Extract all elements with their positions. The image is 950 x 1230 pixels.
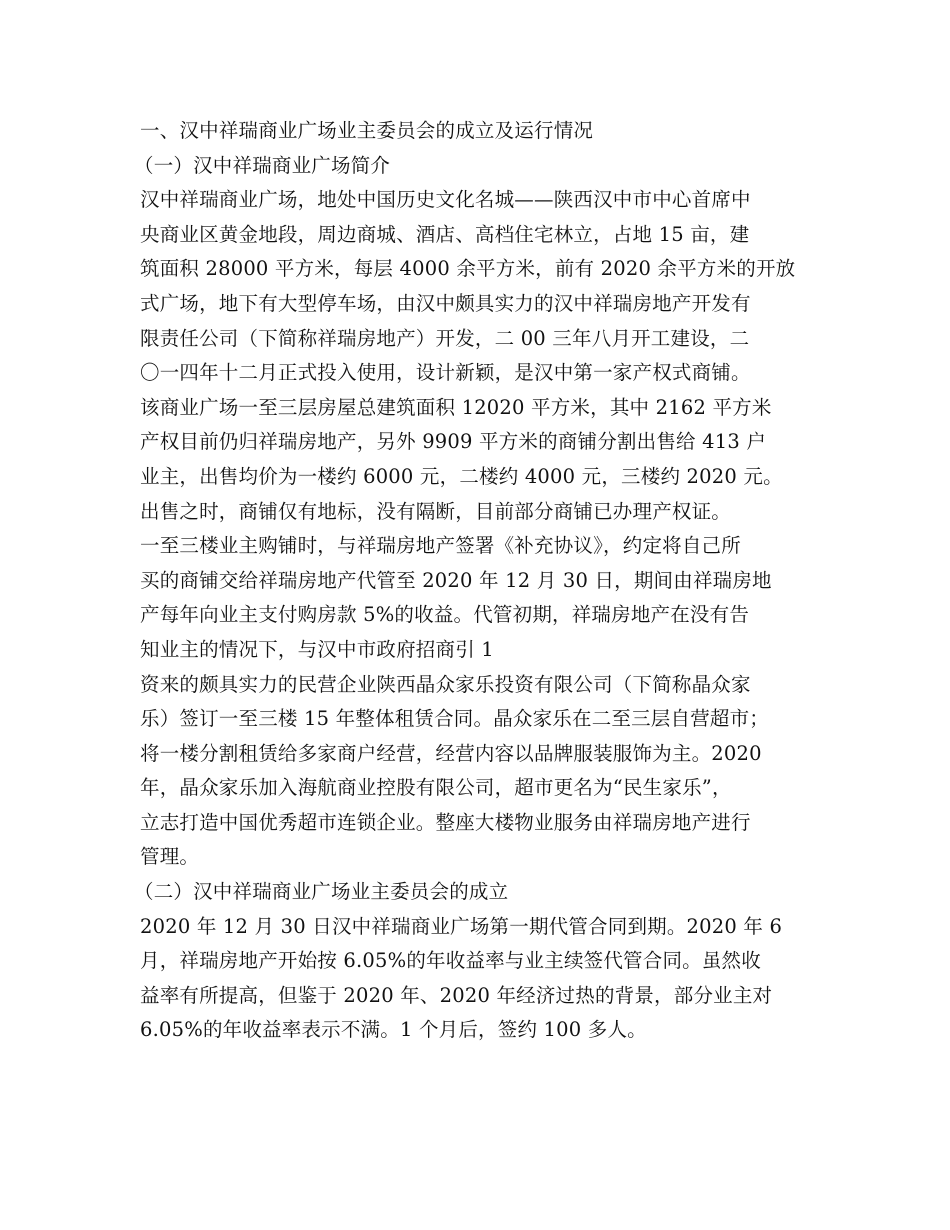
- paragraph-line: 立志打造中国优秀超市连锁企业。整座大楼物业服务由祥瑞房地产进行: [140, 810, 751, 834]
- paragraph-line: 产每年向业主支付购房款 5%的收益。代管初期，祥瑞房地产在没有告: [140, 603, 750, 627]
- paragraph-line: 知业主的情况下，与汉中市政府招商引 1: [140, 637, 494, 661]
- section-heading: 一、汉中祥瑞商业广场业主委员会的成立及运行情况: [140, 119, 594, 142]
- paragraph-line: 6.05%的年收益率表示不满。1 个月后，签约 100 多人。: [140, 1018, 647, 1042]
- paragraph-line: 业主，出售均价为一楼约 6000 元，二楼约 4000 元，三楼约 2020 元。: [140, 464, 783, 488]
- paragraph-line: 该商业广场一至三层房屋总建筑面积 12020 平方米，其中 2162 平方米: [140, 395, 772, 419]
- paragraph-line: 管理。: [140, 845, 200, 869]
- paragraph-line: 式广场，地下有大型停车场，由汉中颇具实力的汉中祥瑞房地产开发有: [140, 291, 751, 315]
- paragraph-line: 〇一四年十二月正式投入使用，设计新颖，是汉中第一家产权式商铺。: [140, 361, 751, 385]
- paragraph-line: 筑面积 28000 平方米，每层 4000 余平方米，前有 2020 余平方米的开放: [140, 257, 796, 281]
- paragraph-line: 资来的颇具实力的民营企业陕西晶众家乐投资有限公司（下简称晶众家: [140, 672, 751, 696]
- paragraph-line: 乐）签订一至三楼 15 年整体租赁合同。晶众家乐在二至三层自营超市；: [140, 707, 770, 731]
- paragraph-line: 益率有所提高，但鉴于 2020 年、2020 年经济过热的背景，部分业主对: [140, 983, 773, 1007]
- paragraph-line: 年，晶众家乐加入海航商业控股有限公司，超市更名为“民生家乐”，: [140, 776, 732, 800]
- paragraph-line: 出售之时，商铺仅有地标，没有隔断，目前部分商铺已办理产权证。: [140, 499, 732, 523]
- paragraph-line: 买的商铺交给祥瑞房地产代管至 2020 年 12 月 30 日，期间由祥瑞房地: [140, 568, 772, 592]
- document-body: [134, 114, 830, 1048]
- paragraph-line: 2020 年 12 月 30 日汉中祥瑞商业广场第一期代管合同到期。2020 年 6: [140, 914, 783, 938]
- subsection-heading: （一）汉中祥瑞商业广场简介: [134, 153, 391, 177]
- paragraph-line: 产权目前仍归祥瑞房地产，另外 9909 平方米的商铺分割出售给 413 户: [140, 430, 767, 454]
- subsection-heading: （二）汉中祥瑞商业广场业主委员会的成立: [134, 880, 509, 904]
- paragraph-line: 汉中祥瑞商业广场，地处中国历史文化名城——陕西汉中市中心首席中: [140, 188, 751, 212]
- paragraph-line: 将一楼分割租赁给多家商户经营，经营内容以品牌服装服饰为主。2020: [140, 741, 762, 765]
- paragraph-line: 月，祥瑞房地产开始按 6.05%的年收益率与业主续签代管合同。虽然收: [140, 949, 761, 973]
- paragraph-line: 央商业区黄金地段，周边商城、酒店、高档住宅林立，占地 15 亩，建: [140, 222, 750, 246]
- paragraph-line: 限责任公司（下简称祥瑞房地产）开发，二 00 三年八月开工建设，二: [140, 326, 750, 350]
- paragraph-line: 一至三楼业主购铺时，与祥瑞房地产签署《补充协议》，约定将自己所: [140, 534, 741, 558]
